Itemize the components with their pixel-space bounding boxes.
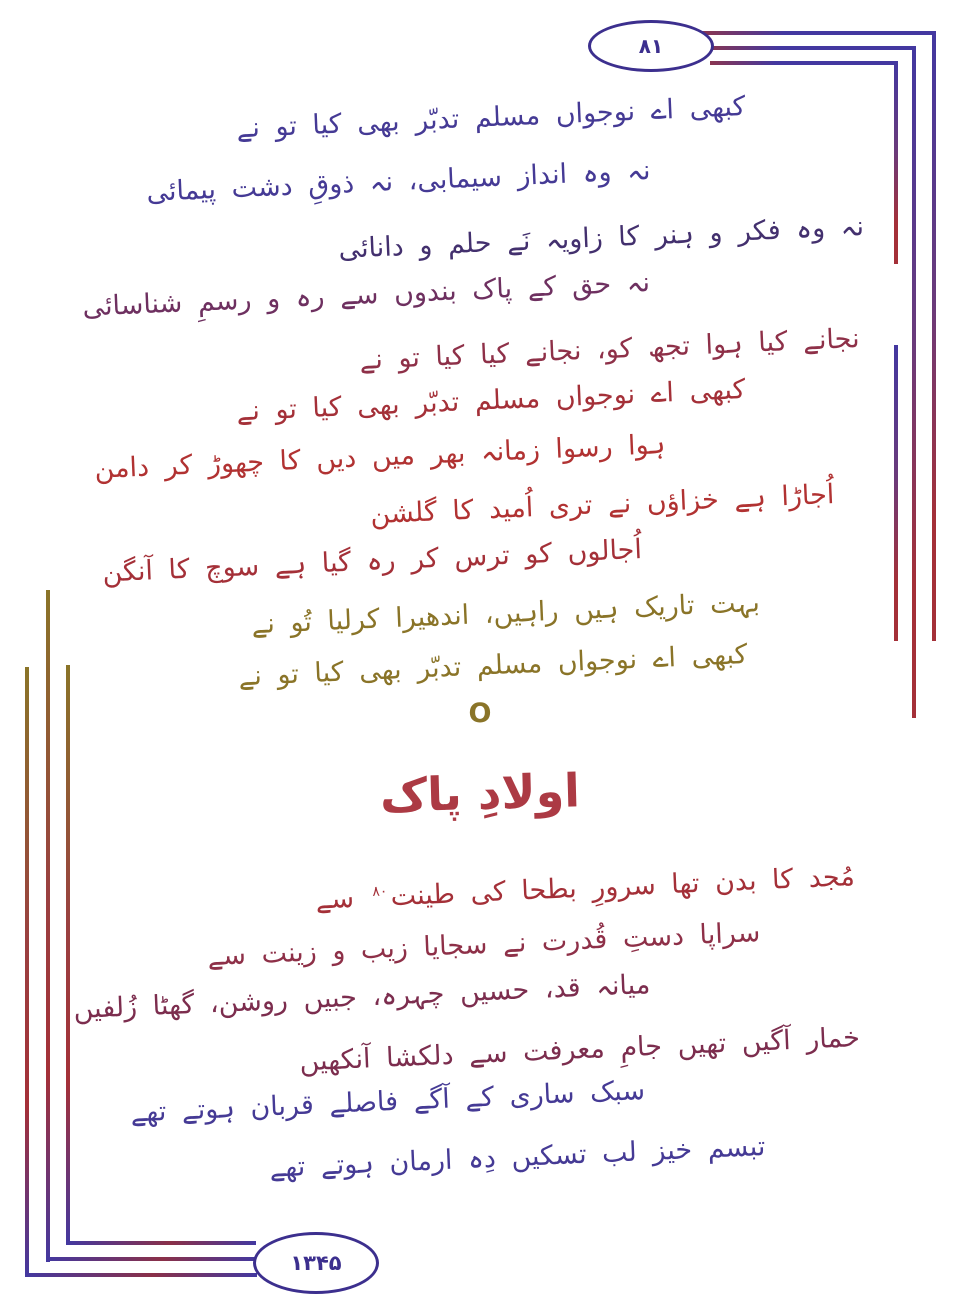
verse-text: سراپا دستِ قُدرت نے سجایا زیب و زینت سے — [206, 917, 761, 973]
page-number: ۸۱ — [638, 34, 664, 58]
frame-bottom-inner-line — [66, 1241, 256, 1245]
verse-text: نہ وہ انداز سیمابی، نہ ذوقِ دشت پیمائی — [145, 155, 651, 208]
footnote-marker: ۸۰ — [372, 883, 389, 901]
frame-top-inner-line — [710, 61, 898, 65]
verse-text: میانہ قد، حسیں چہرہ، جبیں روشن، گھٹا زُلفیں — [72, 969, 651, 1026]
verse-text: کبھی اے نوجواں مسلم تدبّر بھی کیا تو نے — [235, 91, 746, 145]
verse-text: کبھی اے نوجواں مسلم تدبّر بھی کیا تو نے — [237, 639, 748, 693]
page-number-badge — [588, 20, 714, 72]
frame-right-inner-line-lower — [894, 345, 898, 641]
year-badge — [253, 1232, 379, 1294]
verse-text: تبسم خیز لب تسکیں دِہ ارمان ہوتے تھے — [268, 1131, 766, 1184]
frame-right-outer-line — [932, 31, 936, 641]
frame-top-middle-line — [706, 46, 916, 50]
frame-right-inner-line-upper — [894, 61, 898, 264]
frame-bottom-middle-line — [46, 1257, 257, 1261]
poem-line — [235, 367, 746, 435]
frame-top-outer-line — [702, 31, 936, 35]
verse-text: کبھی اے نوجواں مسلم تدبّر بھی کیا تو نے — [235, 374, 746, 428]
poem-line — [145, 148, 651, 216]
frame-right-middle-line — [912, 46, 916, 718]
verse-text: اُجاڑا ہے خزاؤں نے تری اُمید کا گلشن — [369, 479, 835, 531]
separator-mark: O — [468, 698, 492, 729]
verse-text: نہ حق کے پاک بندوں سے رہ و رسمِ شناسائی — [81, 267, 651, 323]
verse-text: نجانے کیا ہوا تجھ کو، نجانے کیا کیا تو نے — [359, 323, 861, 376]
frame-bottom-outer-line — [25, 1273, 257, 1277]
poem-title: اولادِ پاک — [379, 763, 581, 823]
verse-text: ہوا رسوا زمانہ بھر میں دیں کا چھوڑ کر دامن — [93, 429, 666, 485]
year-number: ۱۳۴۵ — [290, 1251, 342, 1275]
section-separator — [0, 698, 960, 729]
verse-text: خمار آگیں تھیں جامِ معرفت سے دلکشا آنکھیں — [299, 1022, 861, 1078]
poem-line — [315, 848, 856, 923]
verse-text: نہ وہ فکر و ہنر کا زاویہ نَے حلم و دانائی — [337, 211, 865, 265]
verse-text: سبک ساری کے آگے فاصلے قربان ہوتے تھے — [129, 1075, 646, 1129]
frame-left-middle-line — [46, 590, 50, 1262]
verse-text: بہت تاریک ہیں راہیں، اندھیرا کرلیا تُو نے — [250, 587, 761, 641]
verse-text: اُجالوں کو ترس کر رہ گیا ہے سوچ کا آنگن — [101, 534, 643, 589]
poem-line — [268, 1124, 766, 1192]
verse-text: مُجد کا بدن تھا سرورِ بطحا کی طینت — [390, 861, 856, 913]
poem-line — [235, 84, 746, 152]
verse-text: سے — [315, 882, 356, 916]
frame-left-inner-line — [66, 665, 70, 1245]
frame-left-outer-line — [25, 667, 29, 1277]
poem-line — [130, 1068, 646, 1136]
